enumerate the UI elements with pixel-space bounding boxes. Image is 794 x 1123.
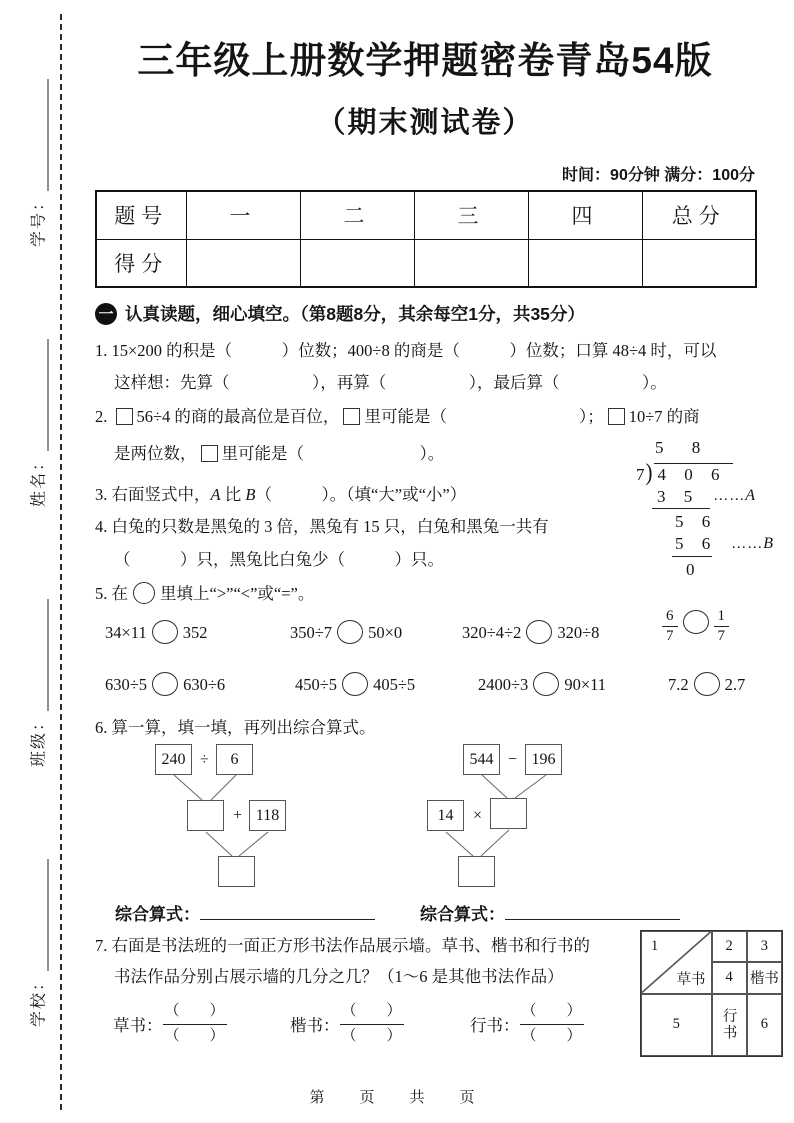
school-blank-line [35, 859, 49, 971]
division-label-B: ……B [731, 534, 775, 552]
section-one-title: 认真读题，细心填空。（第8题8分，其余每空1分，共35分） [125, 304, 585, 324]
student-id-label: 学号： [30, 192, 48, 248]
tree-empty-box [218, 856, 255, 887]
division-label-A: ……A [713, 487, 757, 505]
answer-line [505, 906, 680, 920]
tree-value-box: 544 [463, 744, 500, 775]
question-2-number: 2. [95, 407, 108, 426]
question-1-number: 1. [95, 341, 108, 360]
score-table [95, 190, 757, 288]
fraction: $\frac{6}{7}$ [662, 608, 678, 646]
fraction: $\frac{1}{7}$ [714, 608, 730, 646]
question-7-line-1: 7. 右面是书法班的一面正方形书法作品展示墙。草书、楷书和行书的 [95, 936, 590, 955]
compare-circle-blank [133, 582, 155, 604]
student-name-field [26, 339, 49, 507]
tree-operator: × [473, 807, 483, 824]
composite-expression-right: 综合算式： [420, 900, 680, 925]
tree-value-box: 14 [427, 800, 464, 831]
score-table-header-cell: 四 [528, 191, 642, 239]
student-id-blank-line [35, 79, 49, 191]
question-4-line-1: 4. 白兔的只数是黑兔的 3 倍，黑兔有 15 只，白兔和黑兔一共有 [95, 517, 549, 536]
compare-circle-blank [342, 672, 368, 696]
section-one-header [95, 301, 585, 326]
class-field [26, 599, 49, 767]
school-field [26, 859, 49, 1027]
compare-item: 630÷5 630÷6 [105, 672, 225, 696]
tree-operator: − [508, 751, 518, 768]
division-dividend: 4 0 6 [654, 463, 733, 486]
kaishu-fraction-blank: 楷书： $\frac{( )}{( )}$ [290, 1002, 404, 1046]
division-quotient: 5 8 [655, 438, 713, 457]
score-table-score-row [96, 239, 756, 287]
compare-circle-blank [694, 672, 720, 696]
digit-placeholder-box [608, 408, 625, 425]
question-6-number: 6. [95, 718, 108, 737]
digit-placeholder-box [116, 408, 133, 425]
division-dividend-row [628, 459, 793, 486]
tree-operator: ÷ [200, 751, 209, 768]
tree-value-box: 240 [155, 744, 192, 775]
calc-tree-right [420, 738, 660, 898]
compare-circle-blank [533, 672, 559, 696]
tree-operator: + [233, 807, 243, 824]
page-footer: 第 页 共 页 [309, 1090, 485, 1106]
question-7-line-2: 书法作品分别占展示墙的几分之几？（1～6 是其他书法作品） [114, 967, 564, 986]
sidebar-dashed-divider [60, 14, 62, 1110]
digit-placeholder-box [343, 408, 360, 425]
compare-item: 450÷5 405÷5 [295, 672, 415, 696]
score-table-header-cell: 一 [186, 191, 300, 239]
student-name-blank-line [35, 339, 49, 451]
compare-item: 34×11 352 [105, 620, 207, 644]
score-cell-empty [300, 239, 414, 287]
wall-cell-2: 2 [712, 931, 747, 962]
score-table-header-cell: 二 [300, 191, 414, 239]
wall-cell-6: 6 [747, 994, 782, 1057]
section-number-badge: 一 [95, 303, 117, 325]
score-table-header-cell: 三 [414, 191, 528, 239]
question-5-number: 5. [95, 584, 108, 603]
caoshu-fraction-blank: 草书： $\frac{( )}{( )}$ [113, 1002, 227, 1046]
wall-cell-1-caoshu: 1 草书 [641, 931, 712, 994]
division-remainder: 0 [686, 559, 695, 579]
school-label: 学校： [30, 972, 48, 1028]
division-bracket: ) [645, 457, 653, 486]
fraction-blank: $\frac{( )}{( )}$ [164, 1003, 225, 1044]
score-table-header-cell: 总分 [642, 191, 756, 239]
compare-circle-blank [337, 620, 363, 644]
division-step-3: 5 6 ……B [675, 534, 775, 554]
score-cell-empty [186, 239, 300, 287]
score-cell-empty [414, 239, 528, 287]
tree-empty-box [490, 798, 527, 829]
compare-item-fractions [662, 608, 729, 646]
score-cell-empty [642, 239, 756, 287]
xingshu-fraction-blank: 行书： $\frac{( )}{( )}$ [470, 1002, 584, 1046]
compare-item: 2400÷3 90×11 [478, 672, 606, 696]
answer-line [200, 906, 375, 920]
compare-circle-blank [152, 672, 178, 696]
wall-cell-5: 5 [641, 994, 712, 1057]
tree-empty-box [187, 800, 224, 831]
compare-circle-blank [152, 620, 178, 644]
score-table-header-row [96, 191, 756, 239]
question-4-number: 4. [95, 517, 108, 536]
compare-circle-blank [683, 610, 709, 634]
student-name-label: 姓名： [30, 452, 48, 508]
division-step-2: 5 6 [675, 512, 718, 532]
score-cell-empty [528, 239, 642, 287]
division-divisor: 7 [636, 464, 645, 484]
question-7-number: 7. [95, 936, 108, 955]
wall-cell-kaishu: 楷书 [747, 962, 782, 993]
score-table-header-cell: 题号 [96, 191, 186, 239]
tree-value-box: 118 [249, 800, 286, 831]
question-2-line-1: 2. 56÷4 的商的最高位是百位， 里可能是（ ）； 10÷7 的商 [95, 407, 700, 426]
paper-title: 三年级上册数学押题密卷青岛54版 [137, 40, 713, 81]
compare-circle-blank [526, 620, 552, 644]
tree-value-box: 6 [216, 744, 253, 775]
calligraphy-wall-grid [640, 930, 783, 1057]
division-step-1: 3 5 ……A [657, 486, 757, 506]
wall-cell-xingshu: 行书 [712, 994, 747, 1057]
question-2-line-2: 是两位数， 里可能是（ ）。 [114, 444, 445, 463]
question-4-line-2: （ ）只，黑兔比白兔少（ ）只。 [114, 550, 444, 569]
time-and-score-info: 时间：90分钟 满分：100分 [562, 167, 755, 184]
long-division-figure [628, 437, 793, 581]
tree-value-box: 196 [525, 744, 562, 775]
score-row-label: 得分 [96, 239, 186, 287]
compare-item: 350÷7 50×0 [290, 620, 402, 644]
class-blank-line [35, 599, 49, 711]
division-rule [672, 556, 712, 557]
question-1-line-2: 这样想：先算（ ），再算（ ），最后算（ ）。 [114, 373, 667, 392]
class-label: 班级： [30, 712, 48, 768]
question-3-number: 3. [95, 485, 108, 504]
calc-tree-left [150, 738, 390, 898]
digit-placeholder-box [201, 445, 218, 462]
question-3-line: 3. 右面竖式中，A 比 B（ ）。（填“大”或“小”） [95, 485, 467, 504]
wall-cell-3: 3 [747, 931, 782, 962]
question-1-line-1: 1. 15×200 的积是（ ）位数；400÷8 的商是（ ）位数；口算 48÷4 时，可以 [95, 341, 717, 360]
fraction-blank: $\frac{( )}{( )}$ [341, 1003, 402, 1044]
compare-item: 320÷4÷2 320÷8 [462, 620, 599, 644]
tree-empty-box [458, 856, 495, 887]
wall-cell-4: 4 [712, 962, 747, 993]
student-id-field [26, 79, 49, 247]
question-5-header: 5. 在 里填上“>”“<”或“=”。 [95, 584, 315, 603]
paper-subtitle: （期末测试卷） [316, 107, 534, 139]
compare-item: 7.2 2.7 [668, 672, 745, 696]
question-6-header: 6. 算一算，填一填，再列出综合算式。 [95, 718, 376, 737]
fraction-blank: $\frac{( )}{( )}$ [521, 1003, 582, 1044]
division-rule [652, 508, 710, 509]
composite-expression-left: 综合算式： [115, 900, 375, 925]
